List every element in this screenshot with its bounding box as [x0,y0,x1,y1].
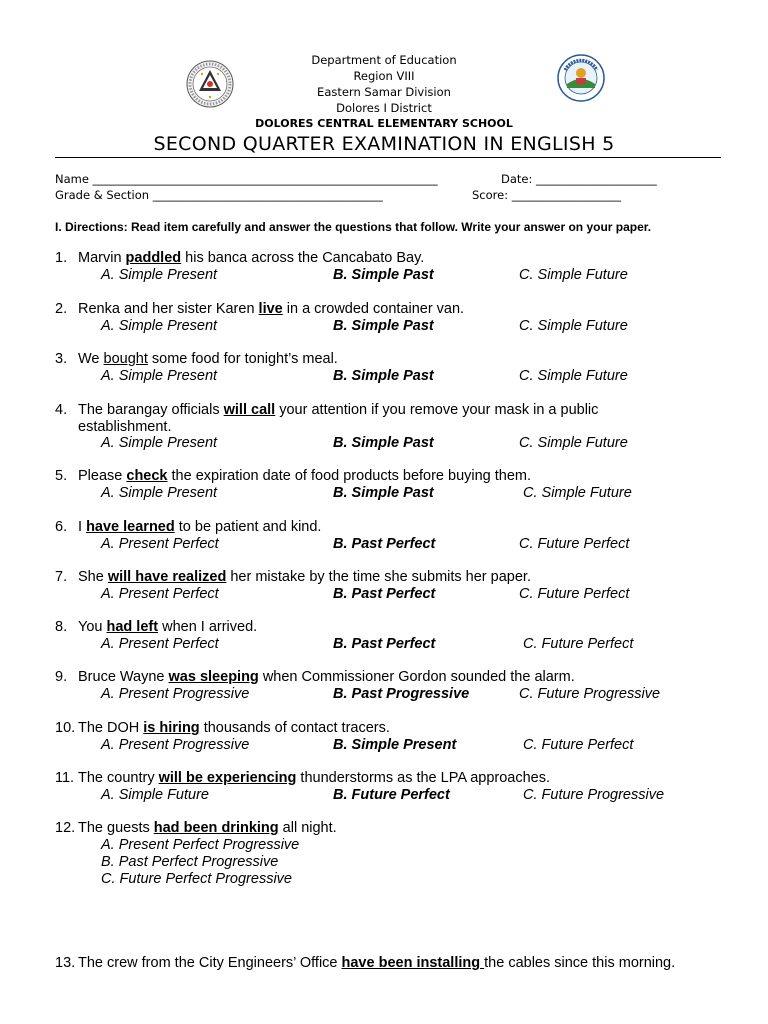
school-name: DOLORES CENTRAL ELEMENTARY SCHOOL [255,117,513,130]
answer-option-b: B. Simple Past [333,266,434,283]
answer-option-a: A. Simple Future [101,786,209,803]
answer-option-a: A. Present Perfect [101,635,219,652]
directions: I. Directions: Read item carefully and answer the questions that follow. Write your answer on your paper. [55,220,652,234]
answer-option-b: B. Future Perfect [333,786,450,803]
question-item [55,619,735,653]
underlined-verb: paddled [125,250,182,266]
stem-text: The guests [78,820,154,836]
stem-text: when Commissioner Gordon sounded the alarm. [258,669,575,685]
underlined-verb: is hiring [143,720,200,736]
question-item [55,955,735,972]
underlined-verb: have learned [86,519,175,535]
underlined-verb: will call [223,402,276,418]
stem-text: thousands of contact tracers. [199,720,390,736]
question-stem [78,669,575,685]
question-item [55,351,735,385]
date-field: Date: _____________________ [501,172,657,186]
answer-option-c: C. Simple Future [523,484,632,501]
score-field: Score: ___________________ [472,188,621,202]
question-stem-line [55,519,735,536]
answer-option-a: A. Present Perfect [101,535,219,552]
stem-text: his banca across the Cancabato Bay. [181,250,425,266]
question-number: 3. [55,351,68,367]
answer-options [55,787,735,804]
answer-options [55,586,735,603]
stem-text: her mistake by the time she submits her paper. [226,569,531,585]
stem-text: your attention if you remove your mask in a public [275,402,599,418]
question-stem-continuation: establishment. [78,418,172,435]
answer-options [55,435,735,452]
stem-text: all night. [278,820,337,836]
question-stem [78,250,424,266]
answer-option-a: A. Simple Present [101,317,218,334]
stem-text: the expiration date of food products before buying them. [167,468,532,484]
division-name: Eastern Samar Division [317,85,451,99]
question-number: 8. [55,619,68,635]
underlined-verb: was sleeping [168,669,259,685]
stem-text: I [78,519,87,535]
question-stem-line [55,468,735,485]
stem-text: Renka and her sister Karen [78,301,259,317]
stem-text: Please [78,468,127,484]
answer-options [55,267,735,284]
question-stem-line [55,351,735,368]
question-item [55,468,735,502]
answer-option-b: B. Past Perfect Progressive [101,853,279,870]
answer-options [55,636,735,653]
answer-option-b: B. Simple Past [333,367,434,384]
answer-option-b: B. Past Perfect [333,635,436,652]
question-number: 13. [55,955,76,971]
answer-option-c: C. Future Progressive [519,685,661,702]
question-stem-line [55,820,735,837]
question-stem [78,402,598,418]
stem-text: She [78,569,108,585]
answer-options [55,368,735,385]
question-stem [78,619,257,635]
answer-option-c: C. Future Progressive [523,786,665,803]
stem-text: in a crowded container van. [282,301,465,317]
answer-options [55,318,735,335]
answer-option-a: A. Present Progressive [101,685,250,702]
question-item [55,569,735,603]
underlined-verb: had left [106,619,159,635]
grade-section-field: Grade & Section ________________________________________ [55,188,383,202]
question-stem [78,720,390,736]
underlined-verb: live [258,301,283,317]
stem-text: The country [78,770,159,786]
question-stem [78,468,531,484]
exam-title: SECOND QUARTER EXAMINATION IN ENGLISH 5 [153,133,615,155]
question-number: 5. [55,468,68,484]
stem-text: Bruce Wayne [78,669,169,685]
name-field: Name ____________________________________________________________ [55,172,438,186]
question-item [55,770,735,804]
question-number: 7. [55,569,68,585]
answer-options [55,686,735,703]
answer-option-b: B. Past Progressive [333,685,470,702]
question-number: 12. [55,820,76,836]
question-stem-line [55,669,735,686]
question-stem-line [55,301,735,318]
underlined-verb: check [126,468,168,484]
stem-text: some food for tonight’s meal. [147,351,338,367]
question-stem [78,301,464,317]
answer-options [55,737,735,754]
answer-option-c: C. Future Perfect [523,736,634,753]
question-stem-line [55,250,735,267]
question-item [55,519,735,553]
stem-text: when I arrived. [158,619,258,635]
underlined-verb: had been drinking [153,820,279,836]
answer-option-a: A. Present Perfect Progressive [101,836,300,853]
answer-option-b: B. Past Perfect [333,585,436,602]
question-number: 6. [55,519,68,535]
answer-option-a: A. Simple Present [101,367,218,384]
question-stem-line [55,955,735,972]
region-name: Region VIII [353,69,415,83]
question-stem [78,519,321,535]
answer-option-a: A. Present Perfect [101,585,219,602]
stem-text: the cables since this morning. [484,955,676,971]
underlined-verb: bought [103,351,148,367]
header-divider [55,157,721,158]
question-stem-line [55,402,735,419]
question-item [55,820,735,888]
answer-option-b: B. Simple Past [333,435,434,451]
question-item [55,402,735,452]
question-item [55,720,735,754]
question-stem [78,770,550,786]
answer-option-b: B. Simple Past [333,317,434,334]
question-number: 2. [55,301,68,317]
underlined-verb: will have realized [107,569,227,585]
answer-option-a: A. Simple Present [101,484,218,501]
question-item [55,669,735,703]
answer-option-a: A. Simple Present [101,435,218,451]
answer-option-b: B. Simple Past [333,484,434,501]
stem-text: You [78,619,107,635]
answer-option-c: C. Simple Future [519,435,628,451]
stem-text: The barangay officials [78,402,224,418]
district-name: Dolores I District [336,101,432,115]
question-stem [78,569,531,585]
stem-text: to be patient and kind. [174,519,322,535]
question-stem [78,955,675,971]
answer-options [55,485,735,502]
stem-text: The crew from the City Engineers’ Office [78,955,342,971]
answer-option-c: C. Future Perfect [523,635,634,652]
question-item [55,301,735,335]
question-item [55,250,735,284]
answer-option-a: A. Present Progressive [101,736,250,753]
answer-option-c: C. Future Perfect Progressive [101,870,292,887]
answer-option-b: B. Past Perfect [333,535,436,552]
question-number: 11. [55,770,75,786]
question-stem [78,351,338,367]
question-stem-line [55,770,735,787]
question-number: 1. [55,250,68,266]
underlined-verb: have been installing [341,955,485,971]
question-stem-line [55,619,735,636]
answer-option-a: A. Simple Present [101,266,218,283]
answer-options [55,536,735,553]
department-name: Department of Education [311,53,457,67]
answer-option-c: C. Future Perfect [519,535,630,552]
question-stem-line [55,569,735,586]
stem-text: Marvin [78,250,126,266]
underlined-verb: will be experiencing [158,770,297,786]
answer-option-b: B. Simple Present [333,736,457,753]
answer-option-c: C. Simple Future [519,266,628,283]
question-number: 4. [55,402,68,418]
question-stem [78,820,337,836]
question-number: 9. [55,669,68,685]
stem-text: thunderstorms as the LPA approaches. [296,770,551,786]
question-number: 10. [55,720,76,736]
question-stem-line [55,720,735,737]
answer-option-c: C. Future Perfect [519,585,630,602]
stem-text: We [78,351,104,367]
stem-text: The DOH [78,720,144,736]
answer-option-c: C. Simple Future [519,317,628,334]
answer-option-c: C. Simple Future [519,367,628,384]
